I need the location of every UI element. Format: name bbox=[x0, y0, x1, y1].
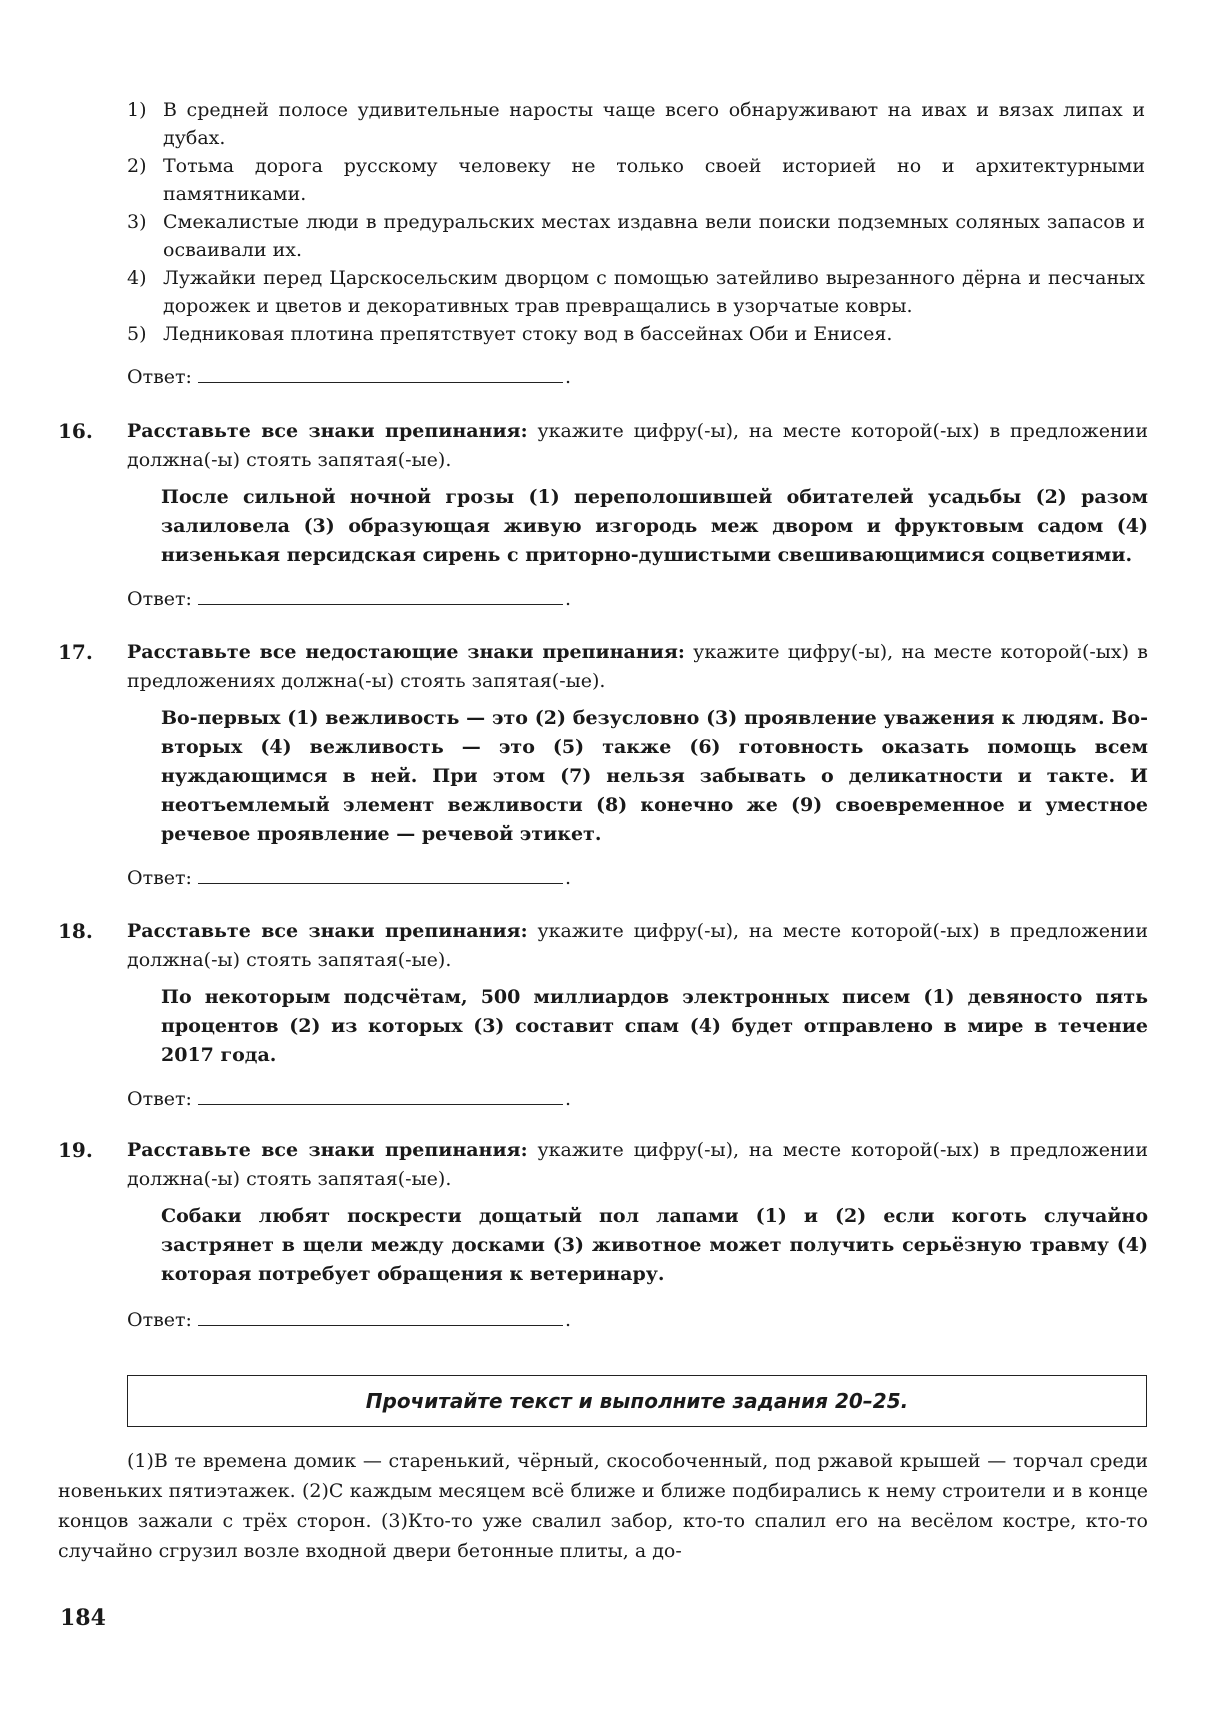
task-19 bbox=[58, 1136, 1148, 1289]
option-item: 2) Тотьма дорога русскому человеку не только своей историей но и архитектурными памятниками. bbox=[127, 155, 1145, 205]
answer-line[interactable] bbox=[198, 865, 563, 884]
reading-instruction-title: Прочитайте текст и выполните задания 20–25. bbox=[365, 1389, 909, 1413]
task-sentence: По некоторым подсчётам, 500 миллиардов электронных писем (1) девяносто пять процентов (2) из которых (3) составит спам (4) будет отправлено в мире в течение 2017 года. bbox=[161, 986, 1148, 1066]
task-number: 17. bbox=[58, 640, 93, 664]
task-sentence: Во-первых (1) вежливость — это (2) безусловно (3) проявление уважения к людям. Во-вторых (4) вежливость — это (5) также (6) готовность оказать помощь всем нуждающимся в ней. При этом (7) нельзя забывать о деликатности и такте. И неотъемлемый элемент вежливости (8) конечно же (9) своевременное и уместное речевое проявление — речевой этикет. bbox=[161, 707, 1148, 845]
task-number: 19. bbox=[58, 1138, 93, 1162]
answer-line[interactable] bbox=[198, 1086, 563, 1105]
option-text: В средней полосе удивительные наросты чаще всего обнаруживают на ивах и вязах липах и дубах. bbox=[163, 99, 1145, 149]
answer-field-16[interactable]: Ответ: . bbox=[127, 588, 571, 610]
answer-line[interactable] bbox=[198, 1307, 563, 1326]
task-15-options bbox=[127, 96, 1145, 348]
task-number: 16. bbox=[58, 419, 93, 443]
option-text: Ледниковая плотина препятствует стоку вод в бассейнах Оби и Енисея. bbox=[163, 323, 893, 345]
option-item: 1) В средней полосе удивительные наросты чаще всего обнаруживают на ивах и вязах липах и дубах. bbox=[127, 99, 1145, 149]
task-sentence: После сильной ночной грозы (1) переполошившей обитателей усадьбы (2) разом залиловела (3) образующая живую изгородь меж двором и фруктовым садом (4) низенькая персидская сирень с приторно-душистыми свешивающимися соцветиями. bbox=[161, 486, 1148, 566]
answer-field-19[interactable]: Ответ: . bbox=[127, 1309, 571, 1331]
option-text: Лужайки перед Царскосельским дворцом с помощью затейливо вырезанного дёрна и песчаных дорожек и цветов и декоративных трав превращались в узорчатые ковры. bbox=[163, 267, 1145, 317]
task-instruction: Расставьте все недостающие знаки препинания: укажите цифру(-ы), на месте которой(-ых) в предложениях должна(-ы) стоять запятая(-ые). bbox=[127, 641, 1148, 692]
answer-label: Ответ: bbox=[127, 366, 192, 388]
answer-label: Ответ: bbox=[127, 867, 192, 889]
answer-field-17[interactable]: Ответ: . bbox=[127, 867, 571, 889]
answer-line[interactable] bbox=[198, 586, 563, 605]
reading-text: (1)В те времена домик — старенький, чёрный, скособоченный, под ржавой крышей — торчал среди новеньких пятиэтажек. (2)С каждым месяцем всё ближе и ближе подбирались к нему строители и в конце концов зажали с трёх сторон. (3)Кто-то уже свалил забор, кто-то спалил его на весёлом костре, кто-то случайно сгрузил возле входной двери бетонные плиты, а до- bbox=[58, 1450, 1148, 1562]
option-text: Смекалистые люди в предуральских местах издавна вели поиски подземных соляных запасов и осваивали их. bbox=[163, 211, 1145, 261]
answer-label: Ответ: bbox=[127, 588, 192, 610]
answer-label: Ответ: bbox=[127, 1309, 192, 1331]
answer-label: Ответ: bbox=[127, 1088, 192, 1110]
option-text: Тотьма дорога русскому человеку не только своей историей но и архитектурными памятниками. bbox=[163, 155, 1145, 205]
answer-line[interactable] bbox=[198, 364, 563, 383]
task-16 bbox=[58, 417, 1148, 570]
task-instruction: Расставьте все знаки препинания: укажите цифру(-ы), на месте которой(-ых) в предложении должна(-ы) стоять запятая(-ые). bbox=[127, 920, 1148, 971]
task-number: 18. bbox=[58, 919, 93, 943]
answer-field-15[interactable]: Ответ: . bbox=[127, 366, 571, 388]
page-number: 184 bbox=[60, 1605, 106, 1631]
option-item: 5) Ледниковая плотина препятствует стоку вод в бассейнах Оби и Енисея. bbox=[127, 323, 893, 345]
task-18 bbox=[58, 917, 1148, 1070]
option-item: 4) Лужайки перед Царскосельским дворцом с помощью затейливо вырезанного дёрна и песчаных дорожек и цветов и декоративных трав превращались в узорчатые ковры. bbox=[127, 267, 1145, 317]
task-sentence: Собаки любят поскрести дощатый пол лапами (1) и (2) если коготь случайно застрянет в щели между досками (3) животное может получить серьёзную травму (4) которая потребует обращения к ветеринару. bbox=[161, 1205, 1148, 1285]
task-instruction: Расставьте все знаки препинания: укажите цифру(-ы), на месте которой(-ых) в предложении должна(-ы) стоять запятая(-ые). bbox=[127, 420, 1148, 471]
answer-field-18[interactable]: Ответ: . bbox=[127, 1088, 571, 1110]
option-item: 3) Смекалистые люди в предуральских местах издавна вели поиски подземных соляных запасов и осваивали их. bbox=[127, 211, 1145, 261]
task-17 bbox=[58, 638, 1148, 849]
reading-instruction-box bbox=[127, 1375, 1147, 1427]
task-instruction: Расставьте все знаки препинания: укажите цифру(-ы), на месте которой(-ых) в предложении должна(-ы) стоять запятая(-ые). bbox=[127, 1139, 1148, 1190]
